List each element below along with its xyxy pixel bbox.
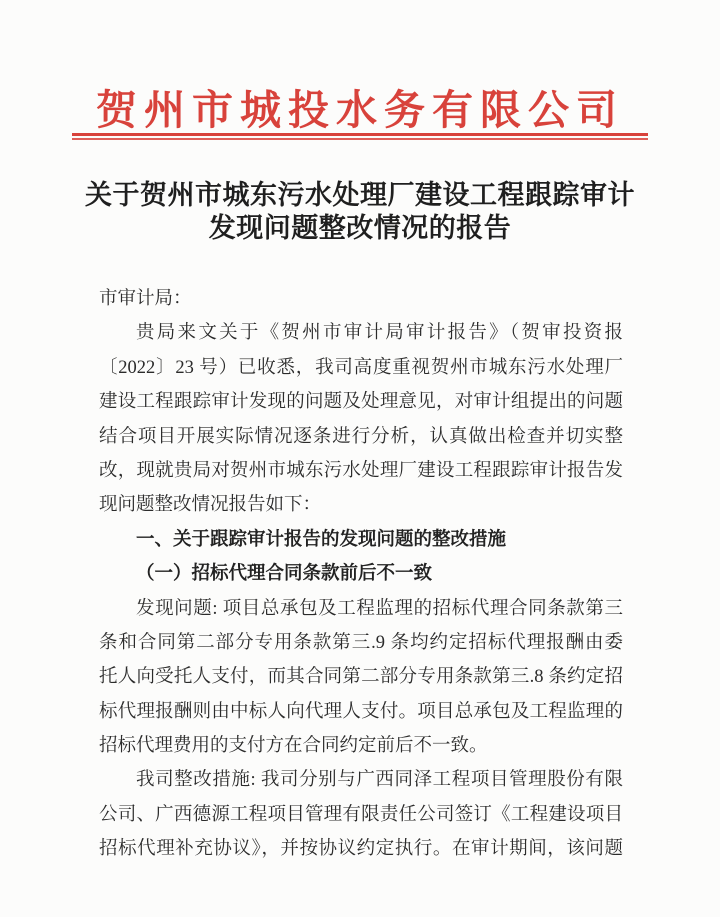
document-body: [99, 282, 623, 867]
body-line: 托人向受托人支付，而其合同第二部分专用条款第三.8 条约定招: [99, 667, 623, 688]
body-line: 〔2022〕23 号）已收悉，我司高度重视贺州市城东污水处理厂: [99, 357, 623, 378]
body-line: 现问题整改情况报告如下：: [99, 495, 322, 516]
body-line: 招标代理补充协议》，并按协议约定执行。在审计期间，该问题: [99, 839, 623, 860]
body-line: 一、关于跟踪审计报告的发现问题的整改措施: [136, 529, 507, 550]
body-line: 建设工程跟踪审计发现的问题及处理意见，对审计组提出的问题: [99, 392, 623, 413]
document-title-line1: 关于贺州市城东污水处理厂建设工程跟踪审计: [85, 180, 635, 210]
body-line: 改，现就贵局对贺州市城东污水处理厂建设工程跟踪审计报告发: [99, 460, 623, 481]
letterhead-divider-thin-rule: [72, 138, 648, 140]
body-line: （一）招标代理合同条款前后不一致: [136, 564, 433, 585]
body-line: 结合项目开展实际情况逐条进行分析，认真做出检查并切实整: [99, 426, 623, 447]
document-title-line2: 发现问题整改情况的报告: [208, 213, 512, 243]
letterhead-company-title: 贺州市城投水务有限公司: [96, 87, 624, 133]
body-line: 市审计局：: [99, 289, 192, 309]
body-line: 标代理报酬则由中标人向代理人支付。项目总承包及工程监理的: [99, 701, 623, 722]
letterhead-divider-thick-rule: [72, 133, 648, 136]
body-line: 招标代理费用的支付方在合同约定前后不一致。: [99, 736, 488, 757]
letterhead: [0, 0, 720, 140]
body-line: 公司、广西德源工程项目管理有限责任公司签订《工程建设项目: [99, 804, 623, 825]
body-line: 发现问题: 项目总承包及工程监理的招标代理合同条款第三: [136, 598, 623, 619]
letterhead-divider: [72, 133, 648, 140]
body-line: 条和合同第二部分专用条款第三.9 条均约定招标代理报酬由委: [99, 632, 623, 653]
document-title: [50, 179, 670, 245]
body-line: 贵局来文关于《贺州市审计局审计报告》（贺审投资报: [136, 323, 623, 344]
body-line: 我司整改措施: 我司分别与广西同泽工程项目管理股份有限: [136, 770, 623, 791]
